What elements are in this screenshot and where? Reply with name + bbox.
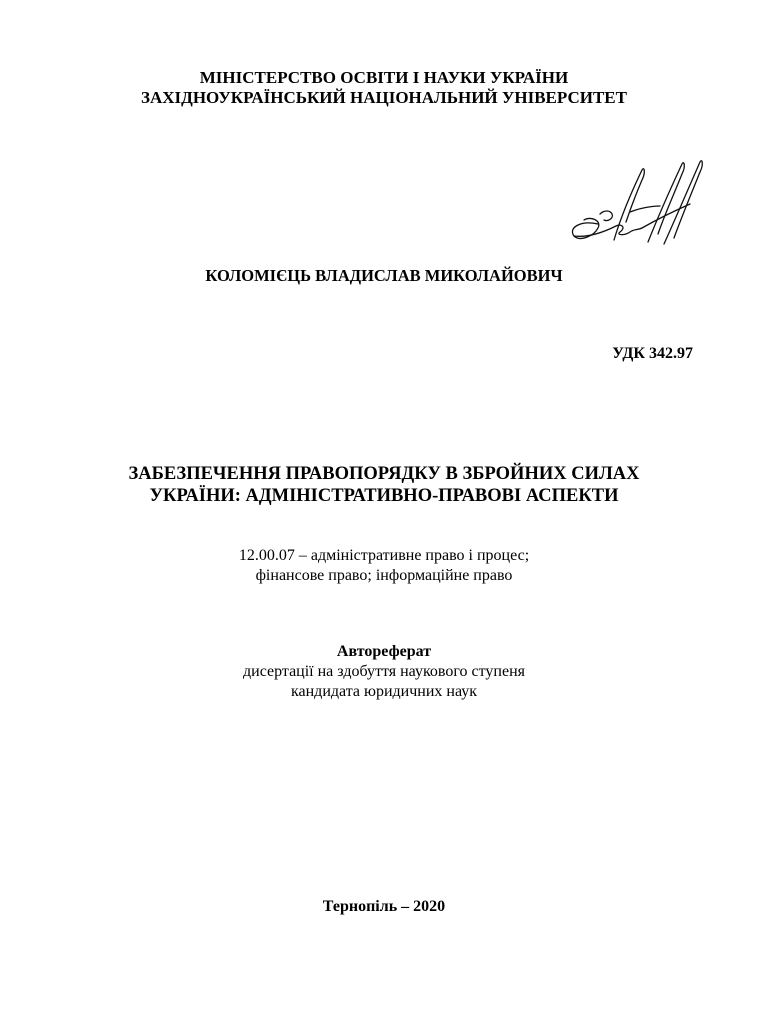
abstract-line-2: кандидата юридичних наук	[290, 683, 478, 700]
specialty-line-1: 12.00.07 – адміністративне право і процес;	[238, 547, 530, 564]
thesis-title-line-1: ЗАБЕЗПЕЧЕННЯ ПРАВОПОРЯДКУ В ЗБРОЙНИХ СИЛАХ	[128, 464, 640, 484]
thesis-title-line-2: УКРАЇНИ: АДМІНІСТРАТИВНО-ПРАВОВІ АСПЕКТИ	[149, 486, 619, 506]
abstract-heading: Автореферат	[336, 643, 432, 660]
author-name: КОЛОМІЄЦЬ ВЛАДИСЛАВ МИКОЛАЙОВИЧ	[205, 266, 563, 285]
abstract-line-1: дисертації на здобуття наукового ступеня	[242, 663, 526, 680]
university-name: ЗАХІДНОУКРАЇНСЬКИЙ НАЦІОНАЛЬНИЙ УНІВЕРСИТЕТ	[141, 88, 627, 107]
ministry-name: МІНІСТЕРСТВО ОСВІТИ І НАУКИ УКРАЇНИ	[199, 68, 569, 87]
city-year: Тернопіль – 2020	[322, 898, 446, 915]
signature-icon	[560, 150, 730, 250]
udk-code: УДК 342.97	[612, 345, 693, 362]
specialty-line-2: фінансове право; інформаційне право	[255, 567, 513, 584]
